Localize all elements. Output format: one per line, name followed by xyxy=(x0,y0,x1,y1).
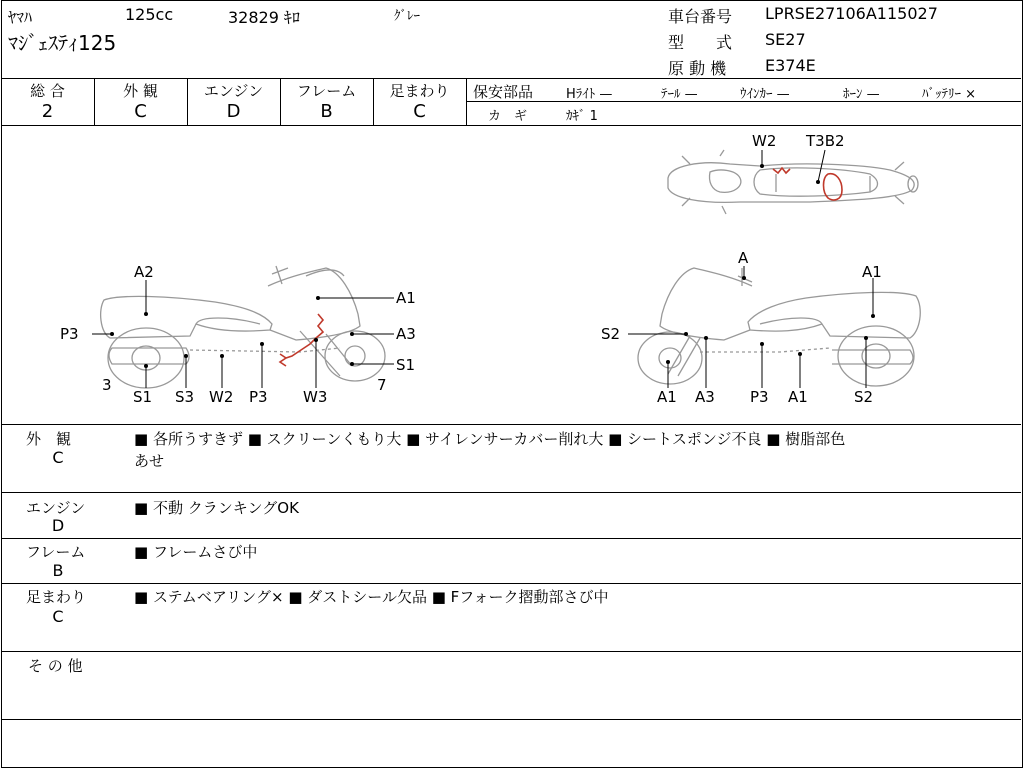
key-value: ｶｷﾞ 1 xyxy=(566,109,598,124)
divider xyxy=(1,538,1021,539)
scooter-top-view xyxy=(668,150,918,214)
damage-mark-t3b2 xyxy=(824,174,843,200)
label-left-s1: S1 xyxy=(133,388,153,406)
grade-label-frame: フレーム xyxy=(296,82,357,100)
frame-number: LPRSE27106A115027 xyxy=(765,4,938,23)
remark-label-other: そ の 他 xyxy=(28,657,83,675)
label-right-a3: A3 xyxy=(695,388,715,406)
label-right-a1b: A1 xyxy=(788,388,808,406)
remark-label-frame: フレーム xyxy=(26,543,86,561)
remark-text-appearance-cont: あせ xyxy=(134,452,165,470)
damage-marks xyxy=(280,168,842,366)
divider xyxy=(466,78,467,125)
label-left-a1: A1 xyxy=(396,289,416,307)
key-label: カ ギ xyxy=(488,109,528,124)
grade-value-frame: B xyxy=(320,101,333,122)
model-name: ﾏｼﾞｪｽﾃｨ125 xyxy=(8,31,117,55)
damage-diagram xyxy=(0,126,1024,424)
grade-label-overall: 総 合 xyxy=(30,82,65,100)
label-left-3: 3 xyxy=(102,376,112,394)
grade-value-overall: 2 xyxy=(41,101,54,122)
grade-value-engine: D xyxy=(226,101,241,122)
label-left-p3: P3 xyxy=(60,325,79,343)
grade-label-engine: エンジン xyxy=(203,82,264,100)
frame-number-label: 車台番号 xyxy=(668,7,733,26)
label-left-7: 7 xyxy=(377,376,387,394)
label-right-a1-top: A1 xyxy=(862,263,882,281)
label-right-a: A xyxy=(738,249,749,267)
label-left-a3: A3 xyxy=(396,325,416,343)
remark-text-appearance: ■ 各所うすきず ■ スクリーンくもり大 ■ サイレンサーカバー削れ大 ■ シートスポンジ不良 ■ 樹脂部色 xyxy=(134,430,846,448)
safety-horn: ﾎｰﾝ — xyxy=(843,87,880,102)
grade-value-suspension: C xyxy=(413,101,426,122)
grade-value-appearance: C xyxy=(134,101,147,122)
label-left-w2: W2 xyxy=(209,388,234,406)
remark-text-engine: ■ 不動 クランキングOK xyxy=(134,499,299,517)
divider xyxy=(1,719,1021,720)
remark-grade-suspension: C xyxy=(52,607,64,626)
remark-label-appearance: 外 観 xyxy=(26,430,72,448)
safety-headlight: Hﾗｲﾄ — xyxy=(566,87,613,102)
safety-parts-label: 保安部品 xyxy=(473,83,534,101)
mileage: 32829 ｷﾛ xyxy=(228,8,300,27)
divider xyxy=(1,78,1021,79)
damage-mark-p3 xyxy=(280,354,286,366)
grade-label-suspension: 足まわり xyxy=(389,82,450,100)
type-label: 型 式 xyxy=(668,33,733,52)
scooter-right-side-view xyxy=(638,268,920,386)
safety-tail: ﾃｰﾙ — xyxy=(661,87,698,102)
type-value: SE27 xyxy=(765,30,806,49)
remark-text-suspension: ■ ステムベアリング× ■ ダストシール欠品 ■ Fフォーク摺動部さび中 xyxy=(134,588,609,606)
remark-grade-frame: B xyxy=(52,561,64,580)
maker: ﾔﾏﾊ xyxy=(8,8,33,27)
divider xyxy=(1,651,1021,652)
label-right-p3: P3 xyxy=(750,388,769,406)
label-top-t3b2: T3B2 xyxy=(806,132,845,150)
divider xyxy=(1,492,1021,493)
remark-grade-engine: D xyxy=(51,516,65,535)
label-top-w2: W2 xyxy=(752,132,777,150)
engine-label: 原 動 機 xyxy=(668,59,727,78)
safety-battery: ﾊﾞｯﾃﾘｰ × xyxy=(922,87,977,102)
label-left-w3: W3 xyxy=(303,388,328,406)
scooter-left-side-view xyxy=(101,266,385,388)
label-left-p3: P3 xyxy=(249,388,268,406)
label-left-s1-right: S1 xyxy=(396,356,416,374)
safety-winker: ｳｲﾝｶｰ — xyxy=(740,87,790,102)
label-right-a1: A1 xyxy=(657,388,677,406)
color: ｸﾞﾚｰ xyxy=(394,9,420,24)
divider xyxy=(1,583,1021,584)
engine-value: E374E xyxy=(765,56,816,75)
label-right-s2: S2 xyxy=(854,388,874,406)
remark-label-suspension: 足まわり xyxy=(26,588,87,606)
label-left-s3: S3 xyxy=(175,388,195,406)
remark-text-frame: ■ フレームさび中 xyxy=(134,543,258,561)
label-left-a2: A2 xyxy=(134,263,154,281)
remark-grade-appearance: C xyxy=(52,448,64,467)
divider xyxy=(1,424,1021,425)
displacement: 125cc xyxy=(125,5,174,24)
label-right-s2-left: S2 xyxy=(601,325,621,343)
grade-label-appearance: 外 観 xyxy=(123,82,158,100)
remark-label-engine: エンジン xyxy=(26,499,86,517)
